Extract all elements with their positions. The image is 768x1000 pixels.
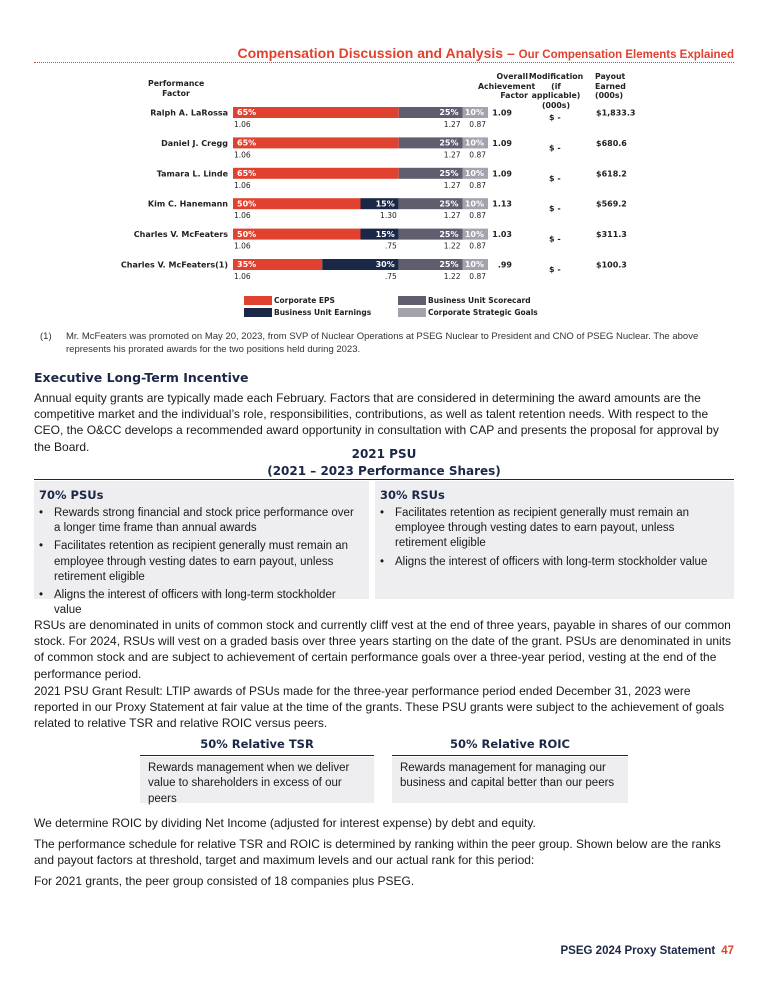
performance-factor-tick: 0.87 xyxy=(469,150,486,160)
page-number: 47 xyxy=(721,945,734,957)
roic-box: Rewards management for managing our business and capital better than our peers xyxy=(392,757,628,803)
performance-factor-tick: 0.87 xyxy=(469,120,486,129)
peer-group-paragraph: For 2021 grants, the peer group consisted of 18 companies plus PSEG. xyxy=(34,874,415,888)
ltip-intro: Annual equity grants are typically made each February. Factors that are considered in determining the award amounts are the competitive market and the individual’s role, responsibilities, contributions, as well as talent retention needs. With respect to the CEO, the O&CC develops a recommended award opportunity in consultation with CAP and presents the proposal for approval by the Board. xyxy=(34,391,719,454)
footnote-text: Mr. McFeaters was promoted on May 20, 2023, from SVP of Nuclear Operations at PSEG Nuclear to President and CNO of PSEG Nuclear. The above represents his prorated awards for the two positions held during 2023. xyxy=(66,331,699,355)
payout-value: $618.2 xyxy=(596,169,627,179)
segment-label: 35% xyxy=(237,260,257,270)
modification-value: $ - xyxy=(549,143,561,153)
bar-segment-eps xyxy=(233,137,399,148)
legend-label: Business Unit Earnings xyxy=(274,308,372,317)
footnote xyxy=(40,330,735,356)
section-title: Executive Long-Term Incentive xyxy=(34,370,249,385)
performance-factor-tick: 1.27 xyxy=(443,120,461,129)
row-name: Kim C. Hanemann xyxy=(147,199,228,209)
performance-factor-tick: 1.06 xyxy=(234,211,251,221)
list-item: • Aligns the interest of officers with long-term stockholder value xyxy=(395,555,734,570)
modification-value: $ - xyxy=(549,234,561,244)
psu-box xyxy=(34,481,369,617)
segment-label: 50% xyxy=(237,229,257,239)
legend-item-bus xyxy=(398,296,531,306)
legend-label: Corporate Strategic Goals xyxy=(428,308,538,317)
header-section: Compensation Discussion and Analysis xyxy=(237,45,504,61)
list-item: • Facilitates retention as recipient generally must remain an employee through vesting dates to earn payout, unless retirement eligible xyxy=(395,506,734,552)
legend-swatch xyxy=(398,296,426,305)
segment-label: 10% xyxy=(464,169,484,178)
performance-factor-tick: 0.87 xyxy=(469,241,486,251)
psu-bullets xyxy=(34,506,369,618)
performance-factor-tick: 1.22 xyxy=(443,272,461,281)
performance-schedule-paragraph: The performance schedule for relative TSR and ROIC is determined by ranking within the peer group. Shown below are the ranks and payout factors at threshold, target and maximum levels and our actual rank for this period: xyxy=(34,837,721,868)
overall-achievement-value: 1.03 xyxy=(492,230,512,240)
segment-label: 65% xyxy=(237,108,257,118)
header-modification: Modification (if applicable) (000s) xyxy=(528,72,584,110)
tsr-box: Rewards management when we deliver value to shareholders in excess of our peers xyxy=(140,757,374,803)
psu-table-title: 2021 PSU (2021 – 2023 Performance Shares) xyxy=(267,447,501,478)
legend-item-bue xyxy=(244,308,371,318)
row-name: Tamara L. Linde xyxy=(156,169,228,179)
legend-label: Business Unit Scorecard xyxy=(428,296,531,305)
performance-factor-tick: 1.06 xyxy=(234,180,251,190)
bar-segment-eps xyxy=(233,168,399,179)
list-item: • Facilitates retention as recipient generally must remain an employee through vesting dates to earn payout, unless retirement eligible xyxy=(54,539,369,585)
modification-value: $ - xyxy=(549,204,561,214)
legend-item-eps xyxy=(244,296,335,306)
header-performance-factor: Performance Factor xyxy=(148,79,205,98)
payout-value: $1,833.3 xyxy=(596,108,636,118)
payout-chart xyxy=(0,0,768,290)
performance-factor-tick: 0.87 xyxy=(469,272,486,281)
segment-label: 25% xyxy=(439,199,459,209)
payout-value: $311.3 xyxy=(596,230,627,240)
psu-divider xyxy=(34,479,734,480)
legend-swatch xyxy=(244,296,272,305)
row-name: Ralph A. LaRossa xyxy=(150,108,228,118)
segment-label: 15% xyxy=(375,229,395,239)
segment-label: 50% xyxy=(237,199,257,209)
header-overall-achievement: Overall Achievement Factor xyxy=(478,72,536,100)
page-footer xyxy=(561,945,734,957)
legend-label: Corporate EPS xyxy=(274,296,335,305)
roic-divider xyxy=(392,755,628,756)
overall-achievement-value: 1.09 xyxy=(492,169,512,179)
performance-factor-tick: 1.06 xyxy=(234,120,251,129)
list-item: • Rewards strong financial and stock price performance over a longer time frame than annual awards xyxy=(54,506,369,536)
modification-value: $ - xyxy=(549,113,561,122)
performance-factor-tick: 1.27 xyxy=(443,211,461,221)
performance-factor-tick: 1.30 xyxy=(380,211,397,221)
row-name: Charles V. McFeaters xyxy=(133,230,228,240)
tsr-divider xyxy=(140,755,374,756)
footer-doc-title: PSEG 2024 Proxy Statement xyxy=(560,945,716,957)
row-name: Daniel J. Cregg xyxy=(161,138,228,148)
performance-factor-tick: 1.27 xyxy=(443,180,461,190)
performance-factor-tick: .75 xyxy=(384,241,397,251)
segment-label: 10% xyxy=(464,138,484,148)
rsu-psu-paragraph: RSUs are denominated in units of common stock and currently cliff vest at the end of three years, payable in shares of our common stock. For 2024, RSUs will vest on a graded basis over three years starting on the date of the grant. PSUs are denominated in units of common stock and are subject to achievement of certain performance goals over a three-year period, vesting at the end of the performance period. xyxy=(34,618,732,681)
header-subsection: Our Compensation Elements Explained xyxy=(518,49,734,61)
segment-label: 10% xyxy=(464,199,484,209)
segment-label: 25% xyxy=(439,138,459,148)
performance-factor-tick: .75 xyxy=(384,272,397,281)
psu-heading: 70% PSUs xyxy=(39,488,104,502)
roic-definition: We determine ROIC by dividing Net Income (adjusted for interest expense) by debt and equity. xyxy=(34,816,536,830)
segment-label: 65% xyxy=(237,138,257,148)
overall-achievement-value: 1.09 xyxy=(492,108,512,118)
payout-value: $100.3 xyxy=(596,260,627,270)
overall-achievement-value: 1.09 xyxy=(492,138,512,148)
segment-label: 25% xyxy=(439,260,459,270)
performance-factor-tick: 1.27 xyxy=(443,150,461,160)
segment-label: 25% xyxy=(439,229,459,239)
performance-factor-tick: 1.06 xyxy=(234,241,251,251)
segment-label: 10% xyxy=(464,229,484,239)
performance-factor-tick: 0.87 xyxy=(469,180,486,190)
rsu-box xyxy=(375,481,734,599)
rsu-heading: 30% RSUs xyxy=(380,488,445,502)
segment-label: 25% xyxy=(439,108,459,118)
segment-label: 30% xyxy=(375,260,395,270)
header-dash: – xyxy=(503,45,519,61)
overall-achievement-value: .99 xyxy=(497,260,512,270)
row-name: Charles V. McFeaters(1) xyxy=(120,260,228,270)
footnote-number: (1) xyxy=(40,331,52,342)
overall-achievement-value: 1.13 xyxy=(492,199,512,209)
performance-factor-tick: 1.06 xyxy=(234,150,251,160)
performance-factor-tick: 1.22 xyxy=(443,241,461,251)
payout-value: $680.6 xyxy=(596,138,627,148)
legend-swatch xyxy=(244,308,272,317)
rsu-bullets xyxy=(375,506,734,570)
grant-result-paragraph: 2021 PSU Grant Result: LTIP awards of PSUs made for the three-year performance period ended December 31, 2023 were reported in our Proxy Statement at fair value at the time of the grants. These PSU grants were subject to the achievement of goals related to relative TSR and relative ROIC versus peers. xyxy=(34,684,725,731)
chart-legend xyxy=(244,296,544,318)
performance-factor-tick: 1.06 xyxy=(234,272,251,281)
segment-label: 15% xyxy=(375,199,395,209)
modification-value: $ - xyxy=(549,265,561,274)
segment-label: 65% xyxy=(237,169,257,178)
legend-item-csg xyxy=(398,308,538,318)
tsr-heading: 50% Relative TSR xyxy=(200,737,314,751)
bar-segment-eps xyxy=(233,107,399,118)
modification-value: $ - xyxy=(549,173,561,183)
segment-label: 10% xyxy=(464,260,484,270)
segment-label: 10% xyxy=(464,108,484,118)
header-payout-earned: Payout Earned (000s) xyxy=(595,72,626,100)
segment-label: 25% xyxy=(439,169,459,178)
legend-swatch xyxy=(398,308,426,317)
list-item: • Aligns the interest of officers with long-term stockholder value xyxy=(54,588,369,618)
payout-value: $569.2 xyxy=(596,199,627,209)
performance-factor-tick: 0.87 xyxy=(469,211,486,221)
roic-heading: 50% Relative ROIC xyxy=(450,737,570,751)
